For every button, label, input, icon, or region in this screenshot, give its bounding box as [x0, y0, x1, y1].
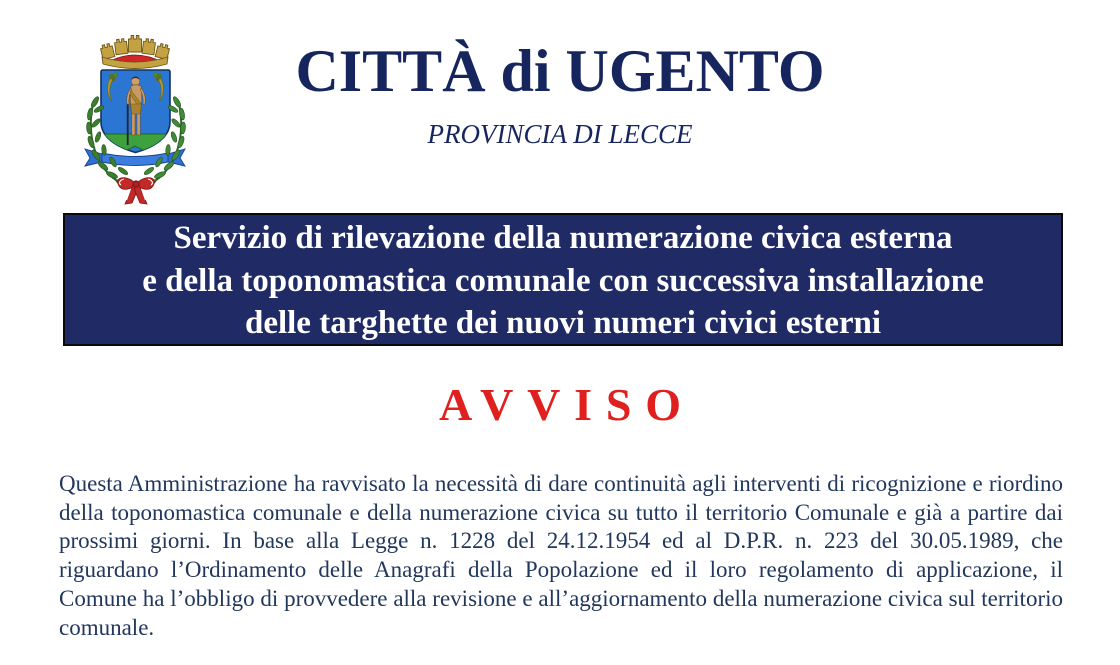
service-banner-line-3: delle targhette dei nuovi numeri civici esterni [244, 305, 882, 341]
service-banner [63, 213, 1063, 346]
city-title: CITTÀ di UGENTO [295, 38, 825, 104]
service-banner-line-1: Servizio di rilevazione della numerazione civica esterna [173, 220, 953, 256]
service-banner-line-2: e della toponomastica comunale con successiva installazione [142, 262, 984, 299]
document-header [0, 38, 1120, 149]
notice-heading: AVVISO [439, 379, 695, 430]
notice-body-paragraph: Questa Amministrazione ha ravvisato la necessità di dare continuità agli interventi di ricognizione e riordino della toponomastica comunale e della numerazione civica su tutto il territorio Comunale e già a partire dai prossimi giorni. In base alla Legge n. 1228 del 24.12.1954 ed al D.P.R. n. 223 del 30.05.1989, che riguardano l’Ordinamento delle Anagrafi della Popolazione ed il loro regolamento di applicazione, il Comune ha l’obbligo di provvedere alla revisione e all’aggiornamento della numerazione civica sul territorio comunale. [59, 471, 1063, 640]
province-subtitle: PROVINCIA DI LECCE [427, 119, 693, 149]
